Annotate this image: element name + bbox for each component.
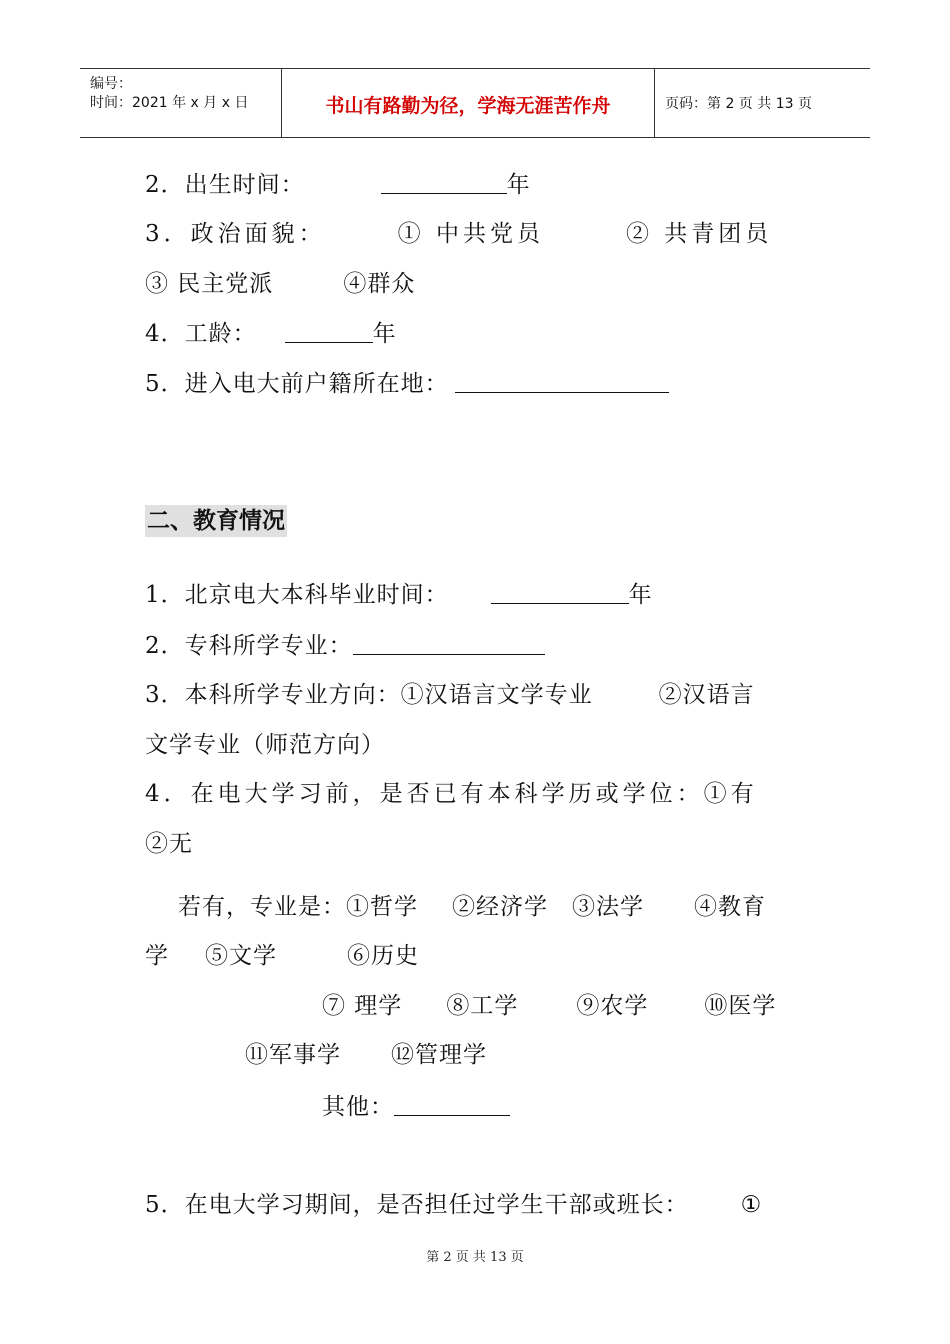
hukou-blank[interactable] (455, 368, 669, 393)
direction-line-1 (145, 680, 755, 710)
major-options-line-4 (245, 1040, 487, 1070)
politics-option-3[interactable]: ③ 民主党派 (145, 271, 274, 297)
header-motto: 书山有路勤为径，学海无涯苦作舟 (325, 95, 611, 117)
hukou-label: 5．进入电大前户籍所在地： (145, 371, 449, 397)
header-page-cell (655, 69, 870, 137)
grad-label: 1．北京电大本科毕业时间： (145, 582, 449, 608)
major-option-6[interactable]: ⑥历史 (347, 943, 419, 969)
section-education-heading: 二、教育情况 (145, 505, 287, 537)
major-option-9[interactable]: ⑨农学 (576, 993, 649, 1019)
hukou-line (145, 368, 669, 399)
work-years-line (145, 318, 397, 349)
major-option-2[interactable]: ②经济学 (452, 894, 548, 920)
major-option-8[interactable]: ⑧工学 (446, 993, 519, 1019)
work-years-blank[interactable] (285, 318, 373, 343)
politics-line-2 (145, 269, 415, 299)
politics-label: 3．政治面貌： (145, 221, 326, 247)
grad-suffix: 年 (628, 582, 653, 608)
major-other-blank[interactable] (394, 1091, 510, 1116)
birth-suffix: 年 (506, 172, 531, 198)
major-option-3[interactable]: ③法学 (572, 894, 644, 920)
politics-line (145, 219, 772, 249)
cadre-line (145, 1190, 762, 1220)
major-option-12[interactable]: ⑫管理学 (391, 1042, 487, 1068)
politics-option-1[interactable]: ① 中共党员 (397, 221, 544, 247)
major-option-1[interactable]: ①哲学 (346, 894, 418, 920)
college-major-line (145, 630, 545, 661)
politics-option-2[interactable]: ② 共青团员 (625, 221, 773, 247)
prior-degree-option-no[interactable]: ②无 (145, 831, 193, 857)
major-if-yes-label: 若有，专业是： (178, 894, 346, 920)
page-header (80, 68, 870, 138)
birth-year-blank[interactable] (381, 169, 507, 194)
major-options-line-1 (178, 892, 766, 922)
major-option-4[interactable]: ④教育 (694, 894, 766, 920)
major-option-11[interactable]: ⑪军事学 (245, 1042, 341, 1068)
major-option-7[interactable]: ⑦ 理学 (322, 993, 403, 1019)
grad-year-blank[interactable] (491, 579, 629, 604)
direction-option-2[interactable]: ②汉语言 (658, 682, 755, 708)
prior-degree-line-1 (145, 779, 758, 809)
work-years-suffix: 年 (372, 321, 397, 347)
page-footer: 第 2 页 共 13 页 (426, 1250, 524, 1265)
direction-line-2 (145, 730, 385, 760)
prior-degree-question: 4．在电大学习前，是否已有本科学历或学位：①有 (145, 781, 758, 807)
politics-option-4[interactable]: ④群众 (343, 271, 416, 297)
college-major-label: 2．专科所学专业： (145, 633, 353, 659)
major-option-10[interactable]: ⑩医学 (704, 993, 777, 1019)
doc-number-label: 编号： (90, 76, 132, 92)
major-other-line (322, 1091, 510, 1122)
cadre-option-1[interactable]: ① (740, 1192, 763, 1218)
major-option-4-cont: 学 (145, 943, 169, 969)
direction-option-1[interactable]: 3．本科所学专业方向：①汉语言文学专业 (145, 682, 593, 708)
header-meta-cell (80, 69, 282, 137)
major-options-line-2 (145, 941, 419, 971)
birth-label: 2．出生时间： (145, 172, 305, 198)
major-option-5[interactable]: ⑤文学 (205, 943, 277, 969)
prior-degree-line-2 (145, 829, 193, 859)
birth-line (145, 169, 531, 200)
header-motto-cell (282, 69, 655, 137)
header-page-number: 页码：第 2 页 共 13 页 (665, 96, 812, 112)
doc-date-label: 时间：2021 年 x 月 x 日 (90, 95, 249, 111)
college-major-blank[interactable] (353, 630, 545, 655)
major-other-label: 其他： (322, 1094, 394, 1120)
work-years-label: 4．工龄： (145, 321, 257, 347)
direction-option-2-cont: 文学专业（师范方向） (145, 732, 385, 758)
major-options-line-3 (322, 991, 776, 1021)
cadre-question: 5．在电大学习期间，是否担任过学生干部或班长： (145, 1192, 689, 1218)
grad-line (145, 579, 653, 610)
